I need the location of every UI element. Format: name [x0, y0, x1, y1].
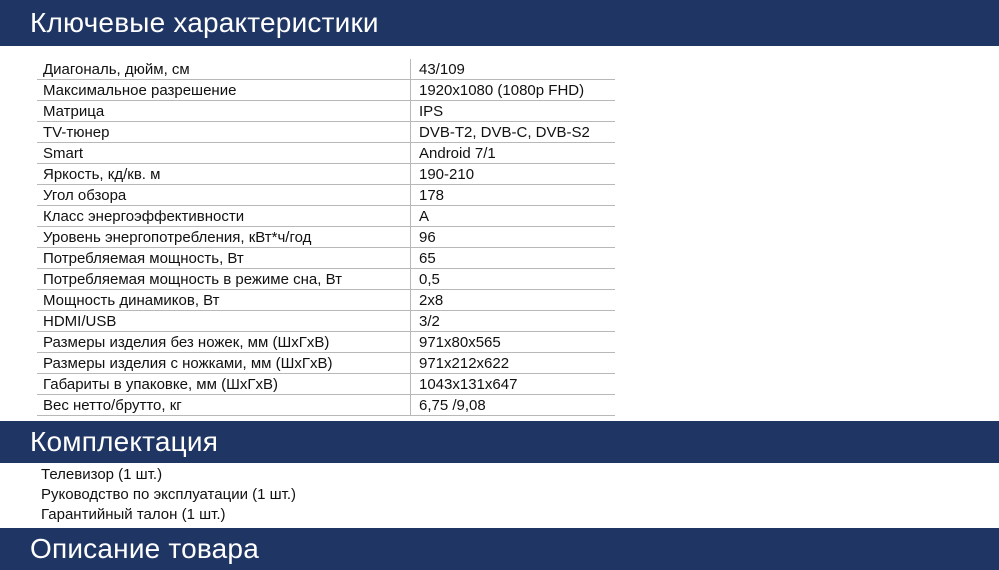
spec-value: 971x80x565 [411, 332, 616, 353]
spec-label: Smart [37, 143, 411, 164]
spec-value: 43/109 [411, 59, 616, 80]
table-row [37, 353, 615, 374]
spec-value: 1920x1080 (1080p FHD) [411, 80, 616, 101]
spec-label: Диагональ, дюйм, см [37, 59, 411, 80]
table-row [37, 143, 615, 164]
package-section-title: Комплектация [0, 421, 999, 463]
table-row [37, 395, 615, 416]
package-list [41, 465, 296, 525]
spec-label: TV-тюнер [37, 122, 411, 143]
table-row [37, 227, 615, 248]
spec-label: Габариты в упаковке, мм (ШхГхВ) [37, 374, 411, 395]
spec-label: Уровень энергопотребления, кВт*ч/год [37, 227, 411, 248]
spec-value: 6,75 /9,08 [411, 395, 616, 416]
spec-label: HDMI/USB [37, 311, 411, 332]
spec-value: 1043x131x647 [411, 374, 616, 395]
spec-label: Угол обзора [37, 185, 411, 206]
spec-value: 971x212x622 [411, 353, 616, 374]
specs-table [37, 59, 615, 416]
description-section-title: Описание товара [0, 528, 999, 570]
spec-value: 96 [411, 227, 616, 248]
spec-value: A [411, 206, 616, 227]
spec-label: Потребляемая мощность в режиме сна, Вт [37, 269, 411, 290]
spec-label: Класс энергоэффективности [37, 206, 411, 227]
list-item: Гарантийный талон (1 шт.) [41, 506, 226, 523]
list-item: Телевизор (1 шт.) [41, 466, 163, 483]
spec-label: Вес нетто/брутто, кг [37, 395, 411, 416]
spec-label: Яркость, кд/кв. м [37, 164, 411, 185]
list-item: Руководство по эксплуатации (1 шт.) [41, 486, 297, 503]
spec-value: IPS [411, 101, 616, 122]
specs-section-title: Ключевые характеристики [0, 0, 999, 46]
spec-value: 3/2 [411, 311, 616, 332]
spec-label: Мощность динамиков, Вт [37, 290, 411, 311]
spec-value: 178 [411, 185, 616, 206]
table-row [37, 101, 615, 122]
table-row [37, 290, 615, 311]
table-row [37, 206, 615, 227]
spec-label: Матрица [37, 101, 411, 122]
spec-label: Размеры изделия без ножек, мм (ШхГхВ) [37, 332, 411, 353]
table-row [37, 185, 615, 206]
table-row [37, 248, 615, 269]
spec-label: Размеры изделия с ножками, мм (ШхГхВ) [37, 353, 411, 374]
spec-value: 190-210 [411, 164, 616, 185]
table-row [37, 311, 615, 332]
table-row [37, 122, 615, 143]
spec-value: 0,5 [411, 269, 616, 290]
spec-value: 2x8 [411, 290, 616, 311]
spec-value: 65 [411, 248, 616, 269]
spec-label: Потребляемая мощность, Вт [37, 248, 411, 269]
table-row [37, 374, 615, 395]
spec-value: DVB-T2, DVB-C, DVB-S2 [411, 122, 616, 143]
table-row [37, 80, 615, 101]
table-row [37, 332, 615, 353]
spec-label: Максимальное разрешение [37, 80, 411, 101]
table-row [37, 164, 615, 185]
spec-value: Android 7/1 [411, 143, 616, 164]
table-row [37, 269, 615, 290]
table-row [37, 59, 615, 80]
